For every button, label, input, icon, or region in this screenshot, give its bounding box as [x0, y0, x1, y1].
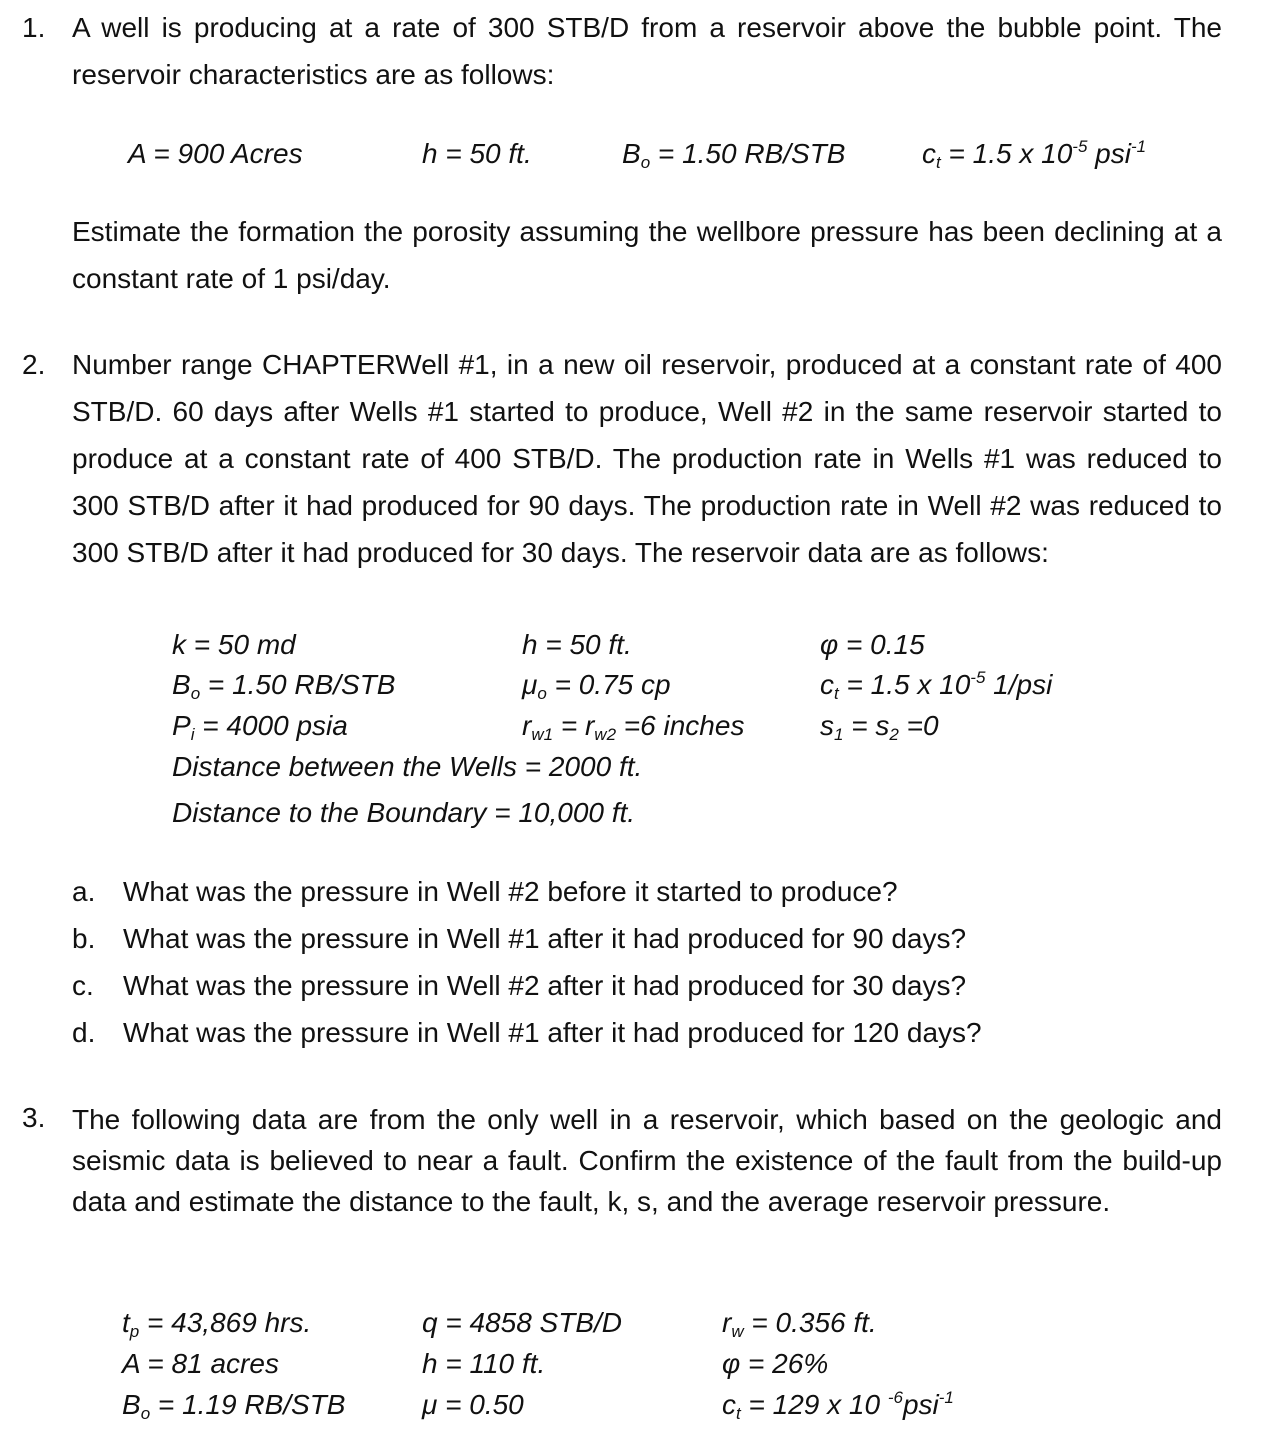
- q3-wellbore-radius: $r_w = 0.356$ ft.: [722, 1307, 877, 1341]
- q2-distance-between-wells: Distance between the Wells = 2000 ft.: [172, 751, 643, 782]
- q3-producing-time: $t_p = 43,869$ hrs.: [122, 1307, 312, 1341]
- subquestion-a-text: What was the pressure in Well #2 before it started to produce?: [123, 876, 898, 907]
- question-1-number: 1.: [22, 12, 46, 43]
- q1-thickness: h = 50 ft.: [422, 138, 532, 169]
- q3-viscosity: μ = 0.50: [422, 1389, 524, 1420]
- q3-total-compressibility: $c_t = 129$ x 10 $^{-6}$psi$^{-1}$: [722, 1388, 954, 1423]
- q1-area: A = 900 Acres: [128, 138, 303, 169]
- q2-permeability: k = 50 md: [172, 629, 296, 660]
- q2-viscosity: $\mu_o = 0.75$ cp: [522, 669, 671, 703]
- q2-formation-volume-factor: $B_o = 1.50$ RB/STB: [172, 669, 396, 703]
- q2-porosity: φ = 0.15: [820, 629, 925, 660]
- q3-rate: q = 4858 STB/D: [422, 1307, 623, 1338]
- question-3-intro: The following data are from the only well in a reservoir, which based on the geologic and seismic data is believed to near a fault. Confirm the existence of the fault from the build-up data and estimate the distance to the fault, k, s, and the average reservoir pressure.: [72, 1104, 1222, 1217]
- q3-porosity: φ = 26%: [722, 1348, 829, 1379]
- question-3-number: 3.: [22, 1102, 46, 1133]
- question-1-intro: A well is producing at a rate of 300 STB/D from a reservoir above the bubble point. The reservoir characteristics are as follows:: [72, 12, 1222, 90]
- subquestion-b-text: What was the pressure in Well #1 after it had produced for 90 days?: [123, 923, 967, 954]
- subquestion-d-letter: d.: [72, 1017, 96, 1048]
- q3-thickness: h = 110 ft.: [422, 1348, 546, 1379]
- subquestion-c-text: What was the pressure in Well #2 after it had produced for 30 days?: [123, 970, 967, 1001]
- q3-formation-volume-factor: $B_o = 1.19$ RB/STB: [122, 1389, 346, 1423]
- subquestion-d-text: What was the pressure in Well #1 after it had produced for 120 days?: [123, 1017, 982, 1048]
- subquestion-c-letter: c.: [72, 970, 94, 1001]
- q2-total-compressibility: $c_t = 1.5$ x $10^{-5}$ 1/psi: [820, 668, 1053, 703]
- question-2-number: 2.: [22, 349, 46, 380]
- q2-skin: $s_1 = s_2 =0$: [820, 710, 939, 744]
- question-2-intro: Number range CHAPTERWell #1, in a new oil reservoir, produced at a constant rate of 400 STB/D. 60 days after Wells #1 started to produce, Well #2 in the same reservoir started to produce at a constant rate of 400 STB/D. The production rate in Wells #1 was reduced to 300 STB/D after it had produced for 90 days. The production rate in Well #2 was reduced to 300 STB/D after it had produced for 30 days. The reservoir data are as follows:: [72, 349, 1222, 568]
- q2-initial-pressure: $P_i = 4000$ psia: [172, 710, 348, 744]
- subquestion-a-letter: a.: [72, 876, 96, 907]
- q3-area: A = 81 acres: [122, 1348, 279, 1379]
- q2-thickness: h = 50 ft.: [522, 629, 632, 660]
- q1-formation-volume-factor: $B_o = 1.50$ RB/STB: [622, 138, 846, 172]
- subquestion-b-letter: b.: [72, 923, 96, 954]
- q1-total-compressibility: $c_t = 1.5$ x $10^{-5}$ psi$^{-1}$: [922, 137, 1147, 172]
- question-1-task: Estimate the formation the porosity assuming the wellbore pressure has been declining at a constant rate of 1 psi/day.: [72, 216, 1222, 294]
- q2-distance-to-boundary: Distance to the Boundary = 10,000 ft.: [172, 797, 636, 828]
- q2-wellbore-radius: $r_{w1} = r_{w2} =6$ inches: [522, 710, 745, 744]
